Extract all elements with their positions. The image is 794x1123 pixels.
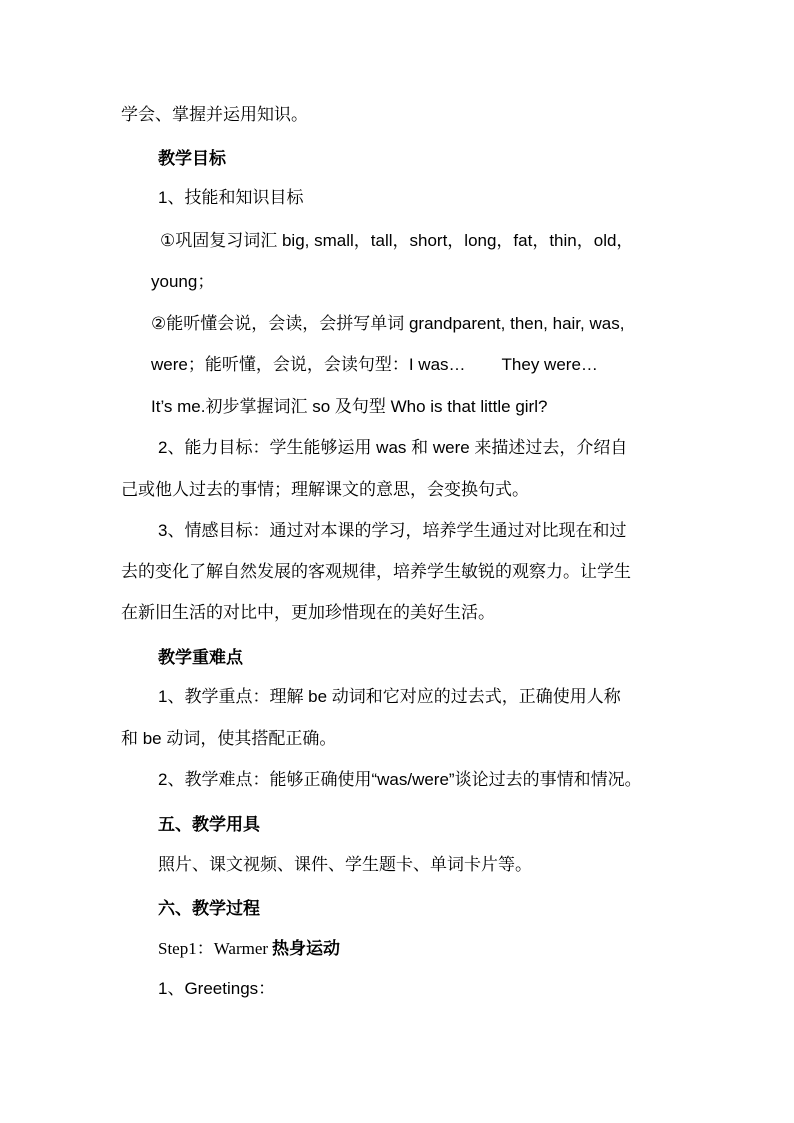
paragraph-line: 和 be 动词，使其搭配正确。 [121, 729, 337, 748]
paragraph-line: It’s me.初步掌握词汇 so 及句型 Who is that little girl? [151, 397, 548, 416]
paragraph-line: 照片、课文视频、课件、学生题卡、单词卡片等。 [158, 855, 532, 874]
list-item-greetings: 1、Greetings： [158, 979, 276, 998]
paragraph-line: young； [151, 272, 215, 291]
step-label: Step1：Warmer [158, 939, 269, 958]
paragraph-line: 去的变化了解自然发展的客观规律，培养学生敏锐的观察力。让学生 [121, 562, 631, 581]
paragraph-line: 己或他人过去的事情；理解课文的意思，会变换句式。 [121, 480, 529, 499]
section-heading-key-difficult-points: 教学重难点 [158, 648, 243, 667]
section-heading-teaching-objectives: 教学目标 [158, 149, 226, 168]
paragraph-line: 在新旧生活的对比中，更加珍惜现在的美好生活。 [121, 603, 495, 622]
paragraph-line: 1、教学重点：理解 be 动词和它对应的过去式，正确使用人称 [158, 687, 621, 706]
paragraph-line: 2、能力目标：学生能够运用 was 和 were 来描述过去，介绍自 [158, 438, 628, 457]
step-title: 热身运动 [272, 939, 341, 958]
paragraph-line: 3、情感目标：通过对本课的学习，培养学生通过对比现在和过 [158, 521, 627, 540]
section-heading-teaching-process: 六、教学过程 [158, 899, 260, 918]
step-heading [158, 938, 340, 960]
paragraph-line: ②能听懂会说，会读，会拼写单词 grandparent, then, hair, was, [151, 314, 625, 333]
sentence-pattern-they-were: They were… [501, 355, 598, 374]
subheading-skills-knowledge: 1、技能和知识目标 [158, 188, 304, 207]
paragraph-line: ①巩固复习词汇 big, small，tall，short，long，fat，thin，old， [160, 231, 634, 250]
paragraph-line: 学会、掌握并运用知识。 [121, 105, 308, 124]
paragraph-line: 2、教学难点：能够正确使用“was/were”谈论过去的事情和情况。 [158, 770, 642, 789]
section-heading-teaching-aids: 五、教学用具 [158, 815, 260, 834]
sentence-pattern-i-was: were；能听懂，会说，会读句型：I was… [151, 355, 466, 374]
paragraph-line [151, 354, 598, 376]
